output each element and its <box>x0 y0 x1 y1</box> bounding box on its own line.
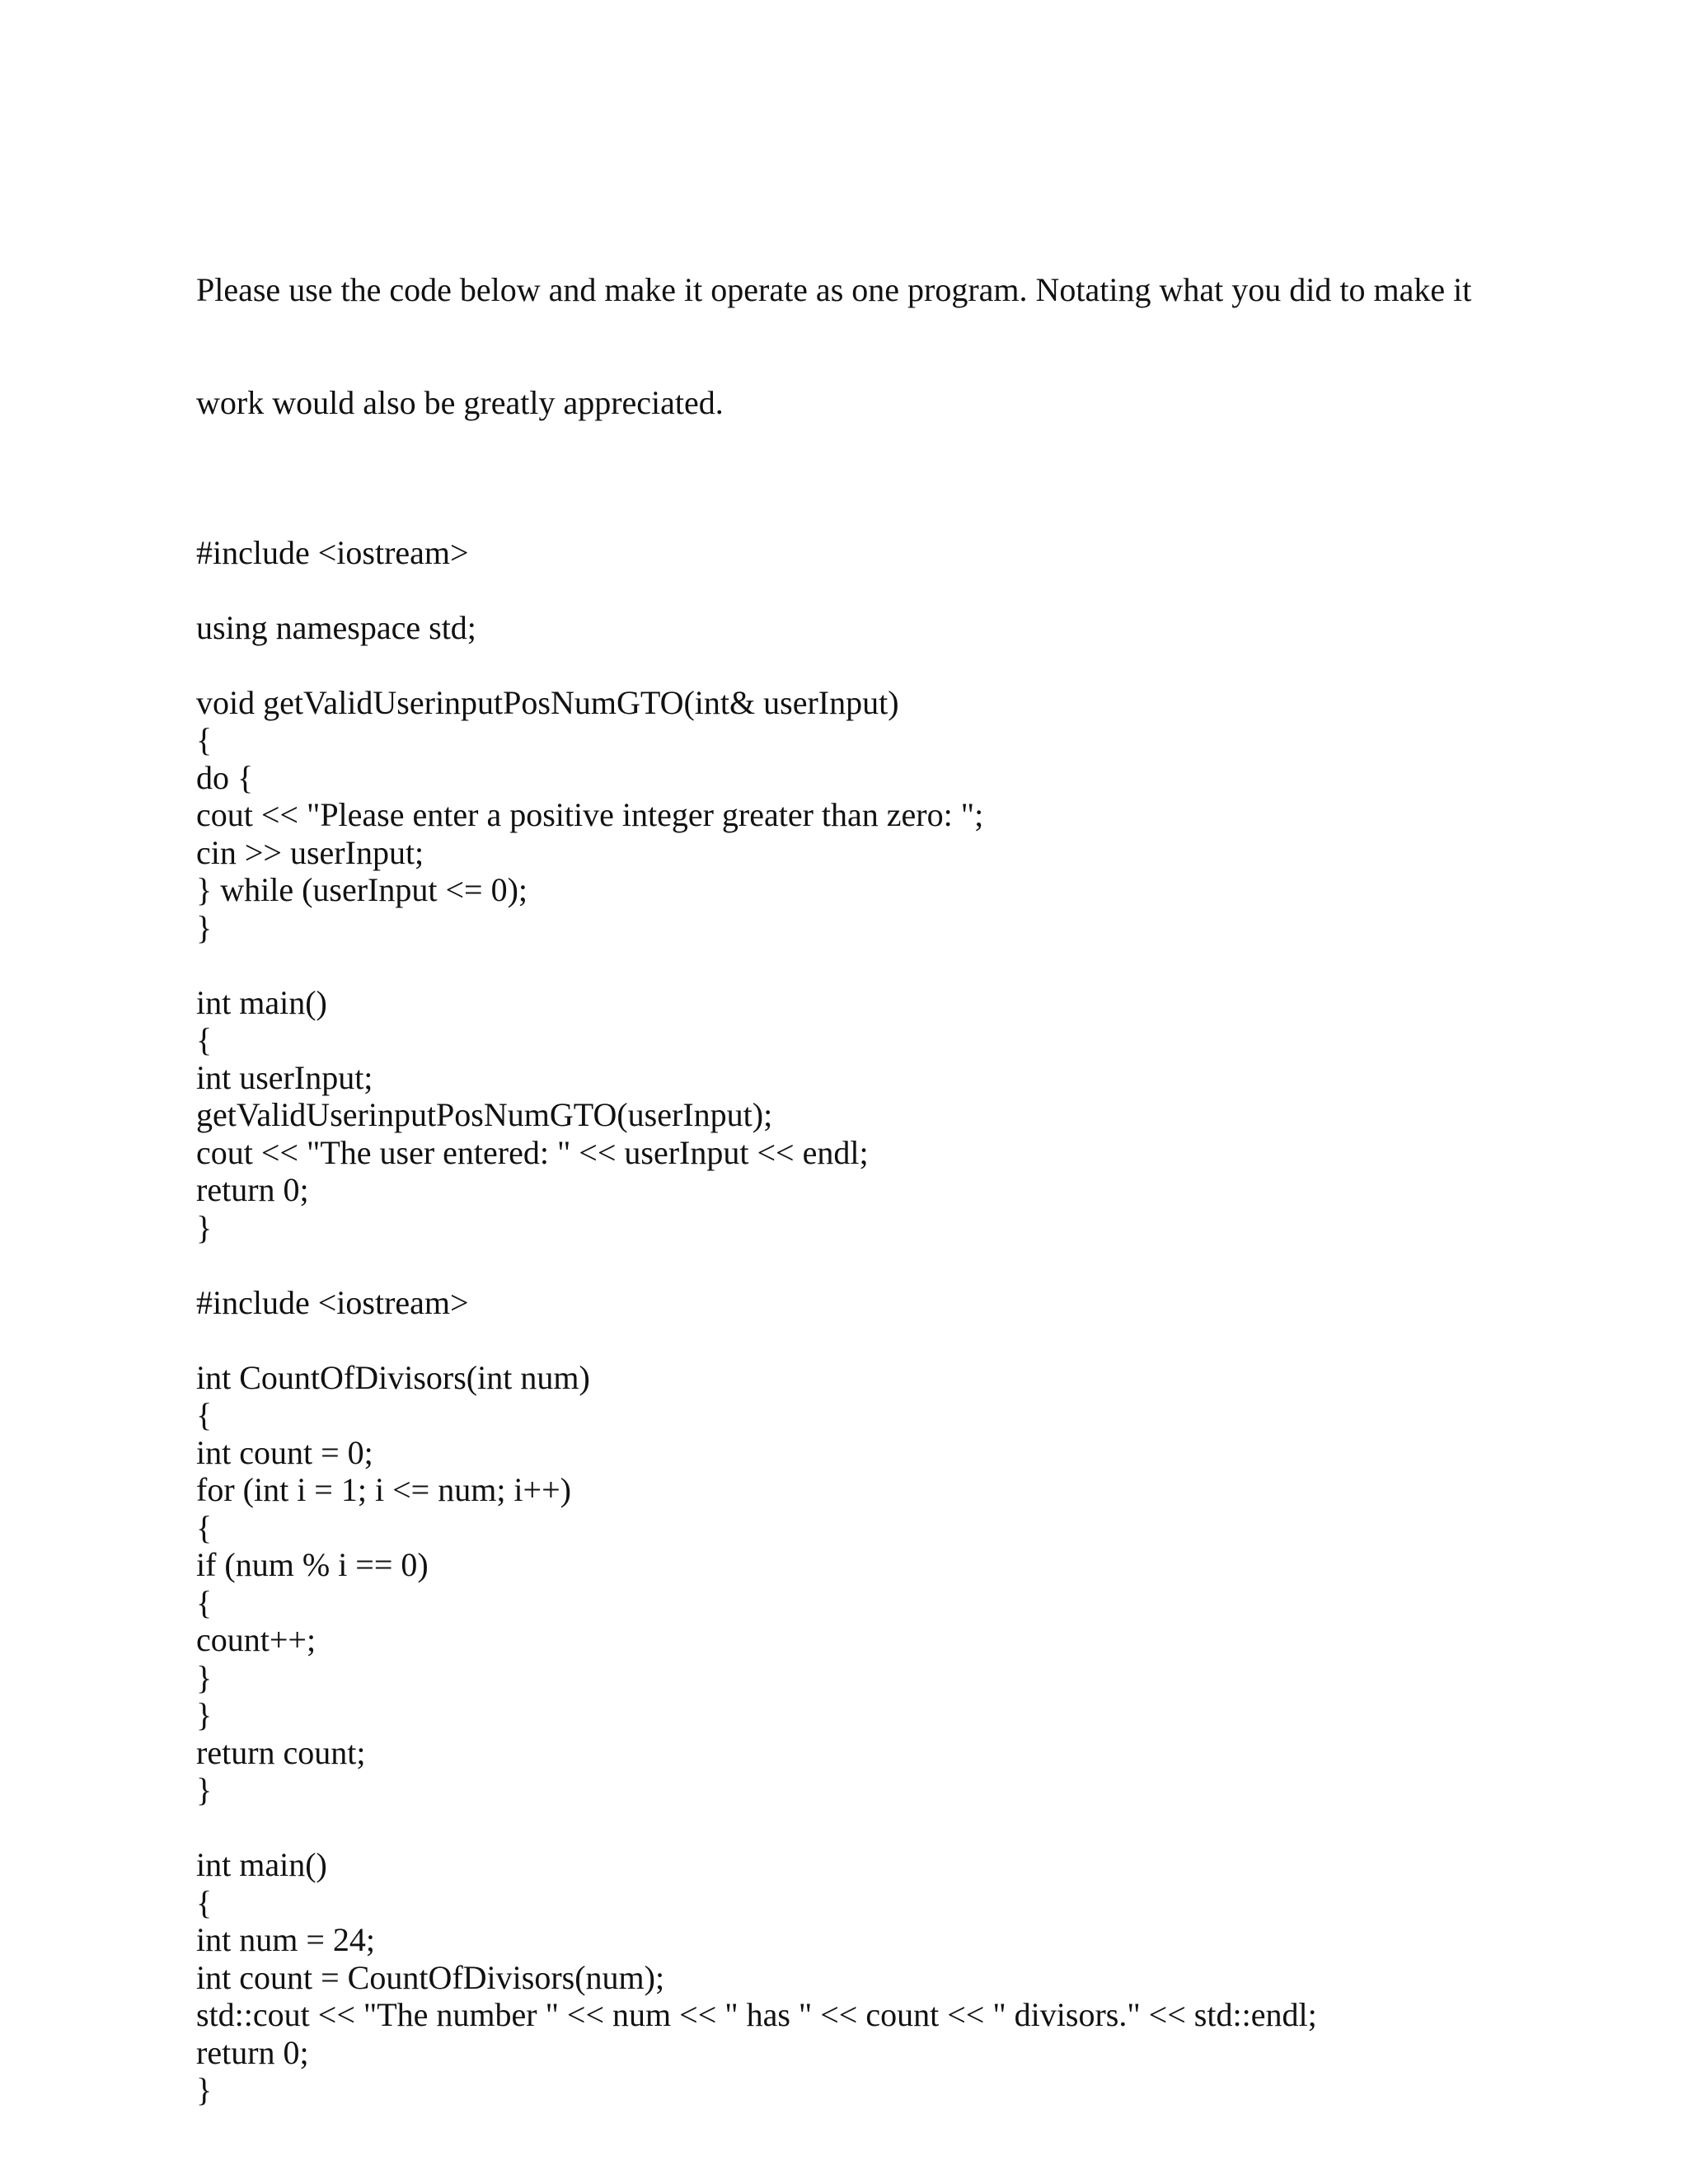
code-line: return 0; <box>196 2033 309 2071</box>
code-line: { <box>196 1396 213 1433</box>
blank-line <box>196 1809 1498 1847</box>
code-line: } <box>196 1771 213 1808</box>
code-line: count++; <box>196 1621 316 1658</box>
blank-line <box>196 946 1498 984</box>
question-line-1: Please use the code below and make it operate as one program. Notating what you did to make it <box>196 271 1472 308</box>
code-line: { <box>196 1508 213 1546</box>
code-line: } <box>196 1658 213 1696</box>
question-text <box>196 196 1498 496</box>
code-line: } <box>196 1208 213 1246</box>
code-line: for (int i = 1; i <= num; i++) <box>196 1471 571 1508</box>
code-line: getValidUserinputPosNumGTO(userInput); <box>196 1096 773 1133</box>
code-line: int count = CountOfDivisors(num); <box>196 1958 665 1996</box>
code-line: #include <iostream> <box>196 1283 469 1321</box>
code-line: void getValidUserinputPosNumGTO(int& userInput) <box>196 683 899 721</box>
code-line: #include <iostream> <box>196 533 469 571</box>
blank-line <box>196 571 1498 609</box>
code-line: int main() <box>196 983 327 1021</box>
code-line: int userInput; <box>196 1058 373 1096</box>
code-line: { <box>196 1883 213 1921</box>
code-line: int CountOfDivisors(int num) <box>196 1358 590 1396</box>
code-listing <box>196 534 1498 2109</box>
document-content <box>196 196 1498 2109</box>
code-line: } while (userInput <= 0); <box>196 871 528 908</box>
code-line: cin >> userInput; <box>196 833 424 871</box>
code-line: std::cout << "The number " << num << " has " << count << " divisors." << std::endl; <box>196 1996 1317 2033</box>
blank-line <box>196 646 1498 684</box>
code-line: using namespace std; <box>196 608 476 646</box>
code-line: cout << "The user entered: " << userInput << endl; <box>196 1133 869 1171</box>
code-line: { <box>196 1021 213 1058</box>
code-line: return count; <box>196 1733 366 1771</box>
code-line: { <box>196 721 213 758</box>
code-line: do { <box>196 758 254 796</box>
code-line: if (num % i == 0) <box>196 1546 429 1583</box>
code-line: } <box>196 908 213 946</box>
blank-line <box>196 1321 1498 1359</box>
code-line: cout << "Please enter a positive integer greater than zero: "; <box>196 796 984 833</box>
code-line: return 0; <box>196 1171 309 1208</box>
code-line: int main() <box>196 1846 327 1883</box>
code-line: int num = 24; <box>196 1921 376 1958</box>
blank-line <box>196 1246 1498 1284</box>
code-line: } <box>196 1696 213 1733</box>
code-line: } <box>196 2071 213 2108</box>
code-line: int count = 0; <box>196 1433 373 1471</box>
code-line: { <box>196 1583 213 1621</box>
question-line-2: work would also be greatly appreciated. <box>196 383 724 421</box>
